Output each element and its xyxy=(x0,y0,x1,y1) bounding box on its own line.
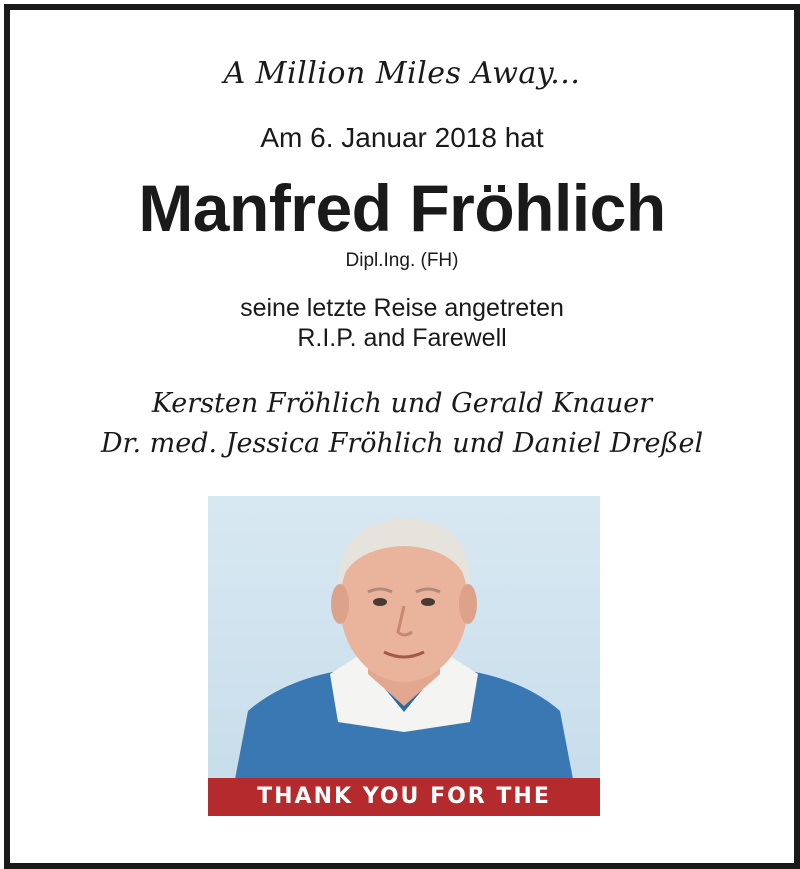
memories-banner: THANK YOU FOR THE MEMORIES xyxy=(208,778,600,816)
text-line-2: R.I.P. and Farewell xyxy=(297,324,507,352)
deceased-name: Manfred Fröhlich xyxy=(138,171,666,245)
obituary-card xyxy=(4,4,800,869)
text-line-1: seine letzte Reise angetreten xyxy=(240,294,564,322)
portrait-photo xyxy=(208,496,600,847)
date-line: Am 6. Januar 2018 hat xyxy=(260,122,544,153)
portrait-illustration xyxy=(208,496,600,816)
motto: A Million Miles Away... xyxy=(223,56,581,91)
academic-title: Dipl.Ing. (FH) xyxy=(345,250,459,271)
mourner-line-2: Dr. med. Jessica Fröhlich und Daniel Dreßel xyxy=(100,428,704,459)
mourner-line-1: Kersten Fröhlich und Gerald Knauer xyxy=(151,388,653,419)
